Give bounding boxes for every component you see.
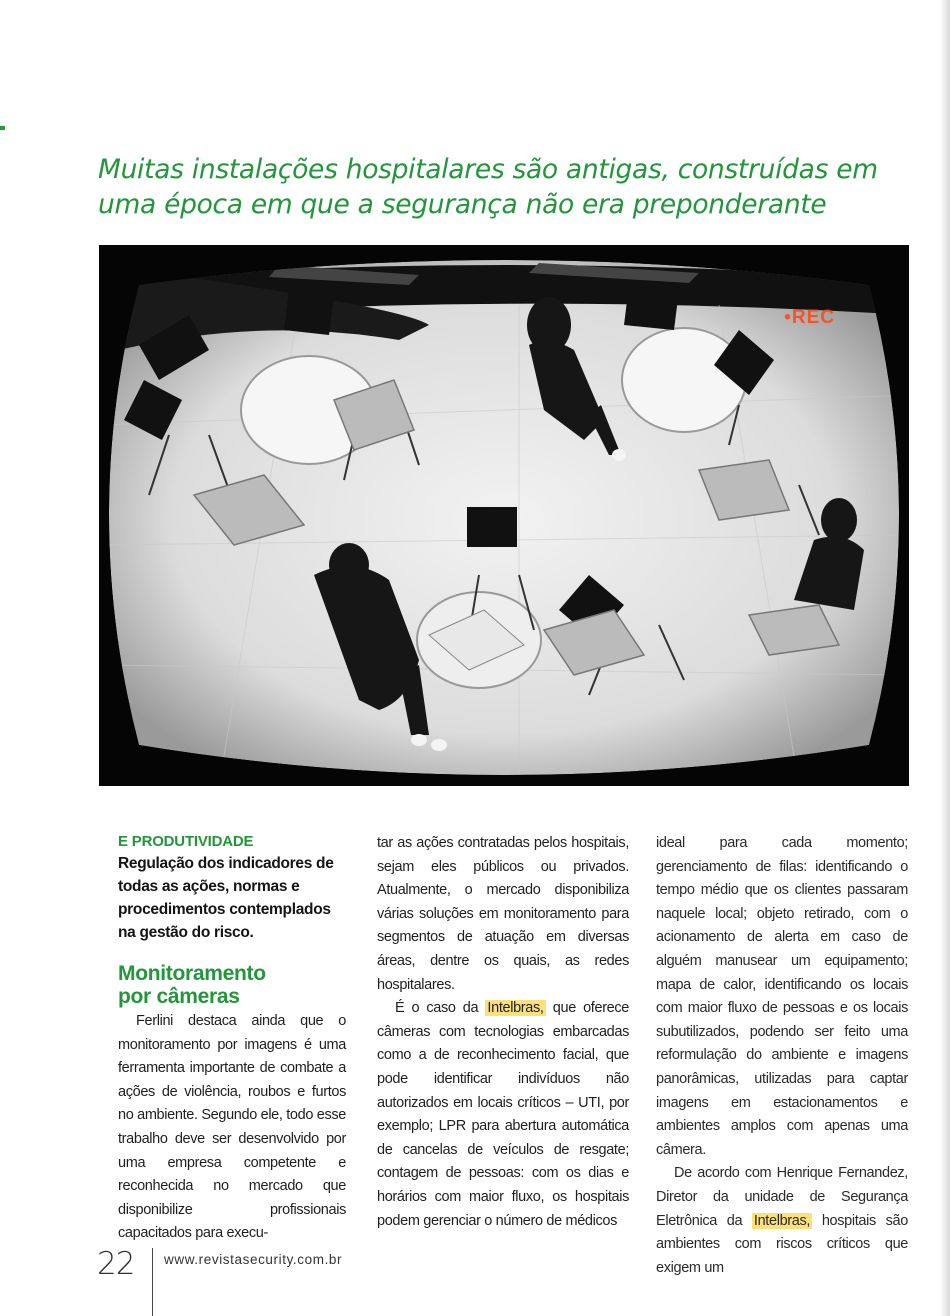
footer-divider (152, 1248, 153, 1316)
highlighted-brand: Intelbras, (487, 1000, 544, 1017)
paragraph-text: É o caso da (395, 1000, 479, 1017)
paragraph-text: De acordo com Henrique Fernandez, Diretor da unidade de Segurança Eletrônica da (656, 1165, 908, 1229)
column-1 (118, 832, 346, 1246)
pull-quote (98, 152, 898, 222)
body-text (377, 832, 629, 1233)
margin-mark (0, 126, 5, 130)
paragraph-text: que oferece câmeras com tecnologias embarcadas como a de reconhecimento facial, que pode identificar indivíduos não autorizados em locais críticos – UTI, por exemplo; LPR para abertura automática de cancelas de veículos de resgate; contagem de pessoas: com os dias e horários com maior fluxo, os hospitais podem gerenciar o número de médicos (377, 1000, 629, 1229)
body-text (656, 832, 908, 1280)
body-text (118, 1010, 346, 1246)
lede: Regulação dos indicadores de todas as ações, normas e procedimentos contemplados na gestão do risco. (118, 855, 334, 941)
pull-quote-line-2: uma época em que a segurança não era preponderante (98, 189, 827, 220)
paragraph-text: hospitais são ambientes com riscos críticos que exigem um (656, 1212, 908, 1276)
paragraph: tar as ações contratadas pelos hospitais, sejam eles públicos ou privados. Atualmente, o mercado disponibiliza várias soluções em monitoramento para segmentos de atuação em diversas áreas, dentre os quais, as redes hospitalares. (377, 835, 629, 993)
section-title-line-1: Monitoramento (118, 962, 266, 985)
rec-indicator: •REC (784, 307, 835, 328)
paragraph (656, 1162, 908, 1280)
section-title (118, 962, 346, 1008)
section-title-line-2: por câmeras (118, 985, 240, 1008)
column-3 (656, 832, 908, 1280)
footer-url[interactable]: www.revistasecurity.com.br (164, 1252, 343, 1267)
kicker: E PRODUTIVIDADE (118, 833, 254, 850)
paragraph (377, 997, 629, 1233)
highlighted-brand: Intelbras, (753, 1212, 811, 1229)
cctv-photo (99, 245, 909, 786)
paragraph: Ferlini destaca ainda que o monitoramento por imagens é uma ferramenta importante de combate a ações de violência, roubos e furtos no ambiente. Segundo ele, todo esse trabalho deve ser desenvolvido por uma empresa competente e reconhecida no mercado que disponibilize profissionais capacitados para execu- (118, 1013, 346, 1242)
column-2 (377, 832, 629, 1233)
page-number: 22 (97, 1246, 135, 1282)
page-edge-shadow (940, 0, 950, 1316)
paragraph: ideal para cada momento; gerenciamento de filas: identificando o tempo médio que os clientes passaram naquele local; objeto retirado, com o acionamento de alerta em caso de alguém manusear um equipamento; mapa de calor, identificando os locais com maior fluxo de pessoas e os locais subutilizados, podendo ser feito uma reformulação do ambiente e imagens panorâmicas, utilizadas para captar imagens em estacionamentos e ambientes amplos com apenas uma câmera. (656, 835, 908, 1158)
pull-quote-line-1: Muitas instalações hospitalares são antigas, construídas em (98, 154, 878, 185)
